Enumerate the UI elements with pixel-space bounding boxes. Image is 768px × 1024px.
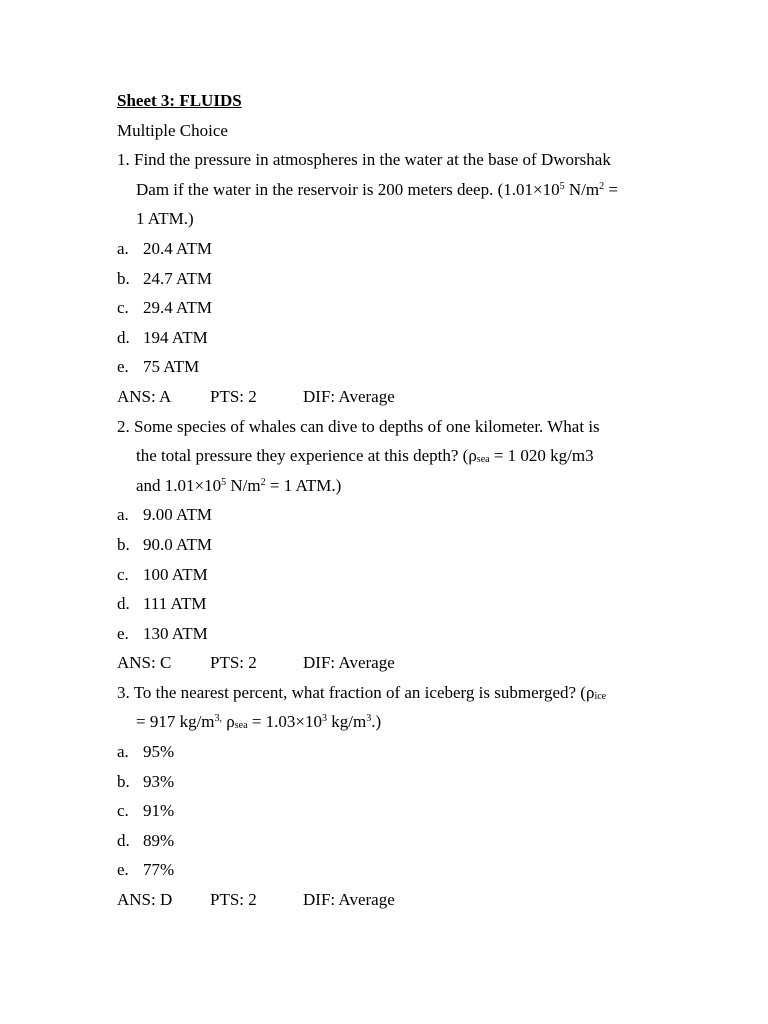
option-item: e. 77%: [117, 860, 175, 880]
answer-label: ANS: A: [117, 386, 172, 406]
answer-line: [117, 382, 657, 412]
answer-line: [117, 648, 657, 678]
points-label: PTS: 2: [210, 653, 257, 673]
answer-label: ANS: D: [117, 890, 173, 910]
document-page: [117, 86, 657, 915]
option-item: e. 130 ATM: [117, 623, 208, 643]
option-item: b. 90.0 ATM: [117, 534, 212, 554]
option-item: c. 100 ATM: [117, 564, 208, 584]
difficulty-label: DIF: Average: [303, 890, 395, 910]
question-3-line-1: 3. To the nearest percent, what fraction of an iceberg is submerged? ($\rho_{ice}$: [117, 682, 607, 702]
points-label: PTS: 2: [210, 890, 257, 910]
question-1-line-1: 1. Find the pressure in atmospheres in the water at the base of Dworshak: [117, 150, 611, 170]
section-heading: Multiple Choice: [117, 120, 228, 140]
option-item: e. 75 ATM: [117, 357, 200, 377]
question-1-line-3: 1 ATM.): [136, 209, 194, 229]
option-item: d. 89%: [117, 830, 175, 850]
sheet-title: Sheet 3: FLUIDS: [117, 91, 242, 110]
points-label: PTS: 2: [210, 386, 257, 406]
question-3-line-2: = 917 $kg/m^{3,}$ $\rho_{sea} = 1.03\times 10^3$ $kg/m^3$.): [136, 712, 382, 732]
option-item: d. 111 ATM: [117, 594, 207, 614]
option-item: d. 194 ATM: [117, 327, 208, 347]
answer-label: ANS: C: [117, 653, 172, 673]
question-3: [117, 678, 657, 915]
difficulty-label: DIF: Average: [303, 653, 395, 673]
answer-line: [117, 885, 657, 915]
option-item: a. 95%: [117, 742, 175, 762]
question-2-line-1: 2. Some species of whales can dive to depths of one kilometer. What is: [117, 416, 600, 436]
option-item: b. 24.7 ATM: [117, 268, 212, 288]
option-item: c. 91%: [117, 801, 175, 821]
option-item: c. 29.4 ATM: [117, 298, 212, 318]
question-2-line-3: and $1.01\times 10^5$ $N/m^2 = 1$ ATM.): [136, 475, 342, 495]
option-item: a. 20.4 ATM: [117, 238, 212, 258]
difficulty-label: DIF: Average: [303, 386, 395, 406]
question-2-line-2: the total pressure they experience at this depth? ($\rho_{sea} = 1$ 020 kg/m3: [136, 446, 594, 466]
option-item: a. 9.00 ATM: [117, 505, 212, 525]
question-1: [117, 145, 657, 411]
question-2: [117, 412, 657, 678]
option-item: b. 93%: [117, 771, 175, 791]
question-1-line-2: Dam if the water in the reservoir is 200 meters deep. ($1.01\times 10^5$ $N/m^2$ =: [136, 179, 618, 199]
